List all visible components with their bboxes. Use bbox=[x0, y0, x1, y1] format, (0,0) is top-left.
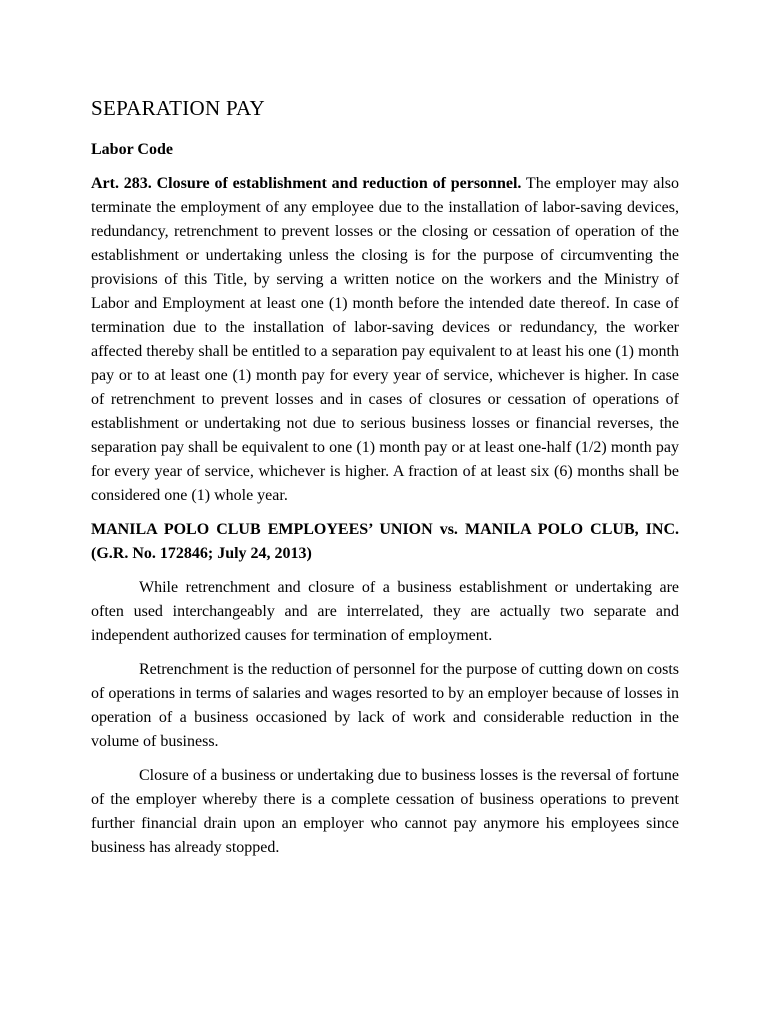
article-heading: Art. 283. Closure of establishment and reduction of personnel. bbox=[91, 175, 522, 192]
case-heading: MANILA POLO CLUB EMPLOYEES’ UNION vs. MANILA POLO CLUB, INC. (G.R. No. 172846; July 24, 2013) bbox=[91, 521, 679, 562]
article-paragraph bbox=[91, 172, 679, 508]
document-page bbox=[91, 94, 679, 870]
document-title: SEPARATION PAY bbox=[91, 96, 266, 120]
section-subhead: Labor Code bbox=[91, 141, 173, 158]
case-paragraph-3: Closure of a business or undertaking due to business losses is the reversal of fortune of the employer whereby there is a complete cessation of business operations to prevent further financial drain upon an employer who cannot pay anymore his employees since business has already stopped. bbox=[91, 767, 679, 856]
case-paragraph-1: While retrenchment and closure of a business establishment or undertaking are often used interchangeably and are interrelated, they are actually two separate and independent authorized causes for termination of employment. bbox=[91, 579, 679, 644]
case-paragraph-2: Retrenchment is the reduction of personnel for the purpose of cutting down on costs of operations in terms of salaries and wages resorted to by an employer because of losses in operation of a business occasioned by lack of work and considerable reduction in the volume of business. bbox=[91, 661, 679, 750]
article-body: The employer may also terminate the employment of any employee due to the installation of labor-saving devices, redundancy, retrenchment to prevent losses or the closing or cessation of operation of the establishment or undertaking unless the closing is for the purpose of circumventing the provisions of this Title, by serving a written notice on the workers and the Ministry of Labor and Employment at least one (1) month before the intended date thereof. In case of termination due to the installation of labor-saving devices or redundancy, the worker affected thereby shall be entitled to a separation pay equivalent to at least his one (1) month pay or to at least one (1) month pay for every year of service, whichever is higher. In case of retrenchment to prevent losses and in cases of closures or cessation of operations of establishment or undertaking not due to serious business losses or financial reverses, the separation pay shall be equivalent to one (1) month pay or at least one-half (1/2) month pay for every year of service, whichever is higher. A fraction of at least six (6) months shall be considered one (1) whole year. bbox=[91, 175, 680, 504]
